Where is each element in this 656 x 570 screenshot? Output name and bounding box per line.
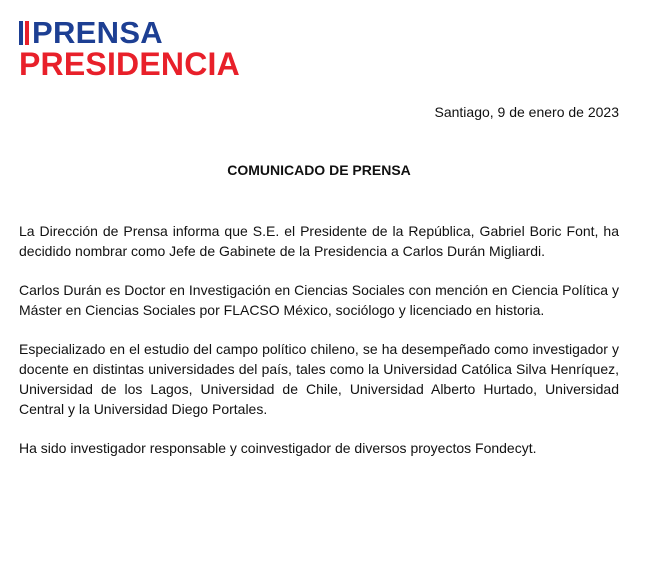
document-body <box>19 221 619 477</box>
document-title: COMUNICADO DE PRENSA <box>227 162 411 178</box>
logo-word-prensa: PRENSA <box>32 15 163 50</box>
logo-word-presidencia: PRESIDENCIA <box>19 46 240 82</box>
paragraph: Especializado en el estudio del campo político chileno, se ha desempeñado como investigador y docente en distintas universidades del país, tales como la Universidad Católica Silva Henríquez, Universidad de los Lagos, Universidad de Chile, Universidad Alberto Hurtado, Universidad Central y la Universidad Diego Portales. <box>19 341 619 417</box>
paragraph: La Dirección de Prensa informa que S.E. el Presidente de la República, Gabriel Boric Font, ha decidido nombrar como Jefe de Gabinete de la Presidencia a Carlos Durán Migliardi. <box>19 223 619 259</box>
flag-bars-icon <box>19 21 29 45</box>
paragraph: Carlos Durán es Doctor en Investigación en Ciencias Sociales con mención en Ciencia Política y Máster en Ciencias Sociales por FLACSO México, sociólogo y licenciado en historia. <box>19 282 619 318</box>
document-date: Santiago, 9 de enero de 2023 <box>434 104 619 120</box>
prensa-presidencia-logo <box>19 15 240 82</box>
paragraph: Ha sido investigador responsable y coinvestigador de diversos proyectos Fondecyt. <box>19 440 537 456</box>
